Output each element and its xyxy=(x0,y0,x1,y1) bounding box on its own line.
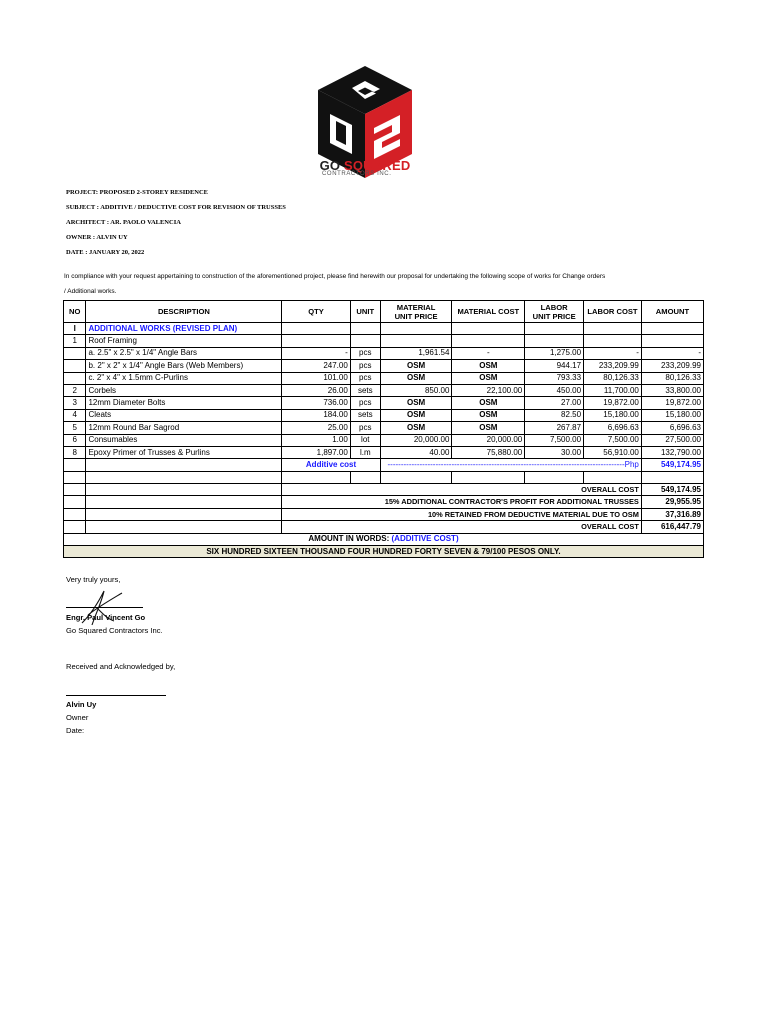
cell-no xyxy=(64,347,86,359)
table-header-row xyxy=(64,301,704,323)
cell-mc: OSM xyxy=(452,422,525,434)
cell-lup: 944.17 xyxy=(525,360,584,372)
cell-mc: 75,880.00 xyxy=(452,446,525,458)
cell-lc: 19,872.00 xyxy=(584,397,642,409)
table-row xyxy=(64,422,704,434)
cell-unit: pcs xyxy=(350,397,380,409)
summary-row: OVERALL COST 616,447.79 xyxy=(64,521,704,533)
amount-in-words: SIX HUNDRED SIXTEEN THOUSAND FOUR HUNDRED FORTY SEVEN & 79/100 PESOS ONLY. xyxy=(64,546,704,558)
cell-mc: OSM xyxy=(452,360,525,372)
quotation-table xyxy=(63,300,704,558)
cell-desc: Consumables xyxy=(86,434,282,446)
cell-desc: c. 2" x 4" x 1.5mm C-Purlins xyxy=(86,372,282,384)
cell-mc: 20,000.00 xyxy=(452,434,525,446)
cell-desc: Roof Framing xyxy=(86,335,282,347)
amount-in-words-label-row: AMOUNT IN WORDS: (ADDITIVE COST) xyxy=(64,533,704,545)
brand-block xyxy=(300,158,430,177)
cell-desc: 12mm Diameter Bolts xyxy=(86,397,282,409)
table-row xyxy=(64,397,704,409)
cell-lc: 15,180.00 xyxy=(584,409,642,421)
cell-mc: OSM xyxy=(452,397,525,409)
received-text: Received and Acknowledged by, xyxy=(66,662,176,671)
cell-lc: 80,126.33 xyxy=(584,372,642,384)
cell-amt: 27,500.00 xyxy=(641,434,703,446)
additive-amount: 549,174.95 xyxy=(641,459,703,471)
signature-line xyxy=(66,607,143,608)
cell-desc: a. 2.5" x 2.5" x 1/4" Angle Bars xyxy=(86,347,282,359)
cell-mc xyxy=(452,335,525,347)
cell-no: 3 xyxy=(64,397,86,409)
cell-desc: b. 2" x 2" x 1/4" Angle Bars (Web Members) xyxy=(86,360,282,372)
summary-row: OVERALL COST 549,174.95 xyxy=(64,484,704,496)
cell-mup: OSM xyxy=(380,360,452,372)
table-row xyxy=(64,434,704,446)
cell-lup: 27.00 xyxy=(525,397,584,409)
col-labor-cost: LABOR COST xyxy=(584,301,642,323)
section-row: I ADDITIONAL WORKS (REVISED PLAN) xyxy=(64,323,704,335)
cell-no: 5 xyxy=(64,422,86,434)
cell-lc: 56,910.00 xyxy=(584,446,642,458)
cell-mup: 20,000.00 xyxy=(380,434,452,446)
cell-mc: OSM xyxy=(452,409,525,421)
cell-mc: 22,100.00 xyxy=(452,384,525,396)
intro-line-1: In compliance with your request appertaining to construction of the aforementioned project, please find herewith our proposal for undertaking the following scope of works for Change orders xyxy=(64,273,606,280)
receiver-role: Owner xyxy=(66,713,89,722)
cell-qty xyxy=(282,335,350,347)
table-row xyxy=(64,409,704,421)
cell-qty: 736.00 xyxy=(282,397,350,409)
col-material-unit-price: MATERIAL UNIT PRICE xyxy=(380,301,452,323)
intro-line-2: / Additional works. xyxy=(64,288,117,295)
cell-no xyxy=(64,372,86,384)
cell-amt: 15,180.00 xyxy=(641,409,703,421)
cell-qty: 25.00 xyxy=(282,422,350,434)
cell-amt: 6,696.63 xyxy=(641,422,703,434)
cell-lup: 82.50 xyxy=(525,409,584,421)
cell-lc: 7,500.00 xyxy=(584,434,642,446)
cell-amt: 33,800.00 xyxy=(641,384,703,396)
cell-amt: 19,872.00 xyxy=(641,397,703,409)
cell-mup: 40.00 xyxy=(380,446,452,458)
cell-unit: pcs xyxy=(350,422,380,434)
cell-desc: 12mm Round Bar Sagrod xyxy=(86,422,282,434)
cell-mup: 850.00 xyxy=(380,384,452,396)
cell-desc: Cleats xyxy=(86,409,282,421)
cell-qty: - xyxy=(282,347,350,359)
table-row xyxy=(64,446,704,458)
closing-text: Very truly yours, xyxy=(66,575,121,584)
cell-no: 6 xyxy=(64,434,86,446)
cell-unit: pcs xyxy=(350,372,380,384)
cell-qty: 1.00 xyxy=(282,434,350,446)
cell-lup: 7,500.00 xyxy=(525,434,584,446)
cell-lc: 233,209.99 xyxy=(584,360,642,372)
signer-name: Engr. Paul Vincent Go xyxy=(66,613,146,622)
cell-unit: sets xyxy=(350,409,380,421)
cell-qty: 101.00 xyxy=(282,372,350,384)
cell-unit: sets xyxy=(350,384,380,396)
cell-unit: pcs xyxy=(350,360,380,372)
date-line: DATE : JANUARY 20, 2022 xyxy=(66,249,145,256)
table-row xyxy=(64,384,704,396)
col-description: DESCRIPTION xyxy=(86,301,282,323)
cell-unit: pcs xyxy=(350,347,380,359)
project-line: PROJECT: PROPOSED 2-STOREY RESIDENCE xyxy=(66,189,208,196)
col-labor-unit-price: LABOR UNIT PRICE xyxy=(525,301,584,323)
cell-qty: 247.00 xyxy=(282,360,350,372)
table-row xyxy=(64,347,704,359)
additive-label: Additive cost xyxy=(282,459,380,471)
subject-line: SUBJECT : ADDITIVE / DEDUCTIVE COST FOR REVISION OF TRUSSES xyxy=(66,204,286,211)
cell-mup: 1,961.54 xyxy=(380,347,452,359)
additive-row xyxy=(64,459,704,471)
cell-mup xyxy=(380,335,452,347)
receiver-name: Alvin Uy xyxy=(66,700,97,709)
cell-lup: 450.00 xyxy=(525,384,584,396)
cell-lup: 793.33 xyxy=(525,372,584,384)
summary-row: 10% RETAINED FROM DEDUCTIVE MATERIAL DUE TO OSM 37,316.89 xyxy=(64,508,704,520)
amount-in-words-row xyxy=(64,546,704,558)
cell-lc xyxy=(584,335,642,347)
architect-line: ARCHITECT : AR. PAOLO VALENCIA xyxy=(66,219,181,226)
cell-unit: l.m xyxy=(350,446,380,458)
cell-lup: 30.00 xyxy=(525,446,584,458)
cell-mup: OSM xyxy=(380,409,452,421)
receiver-date: Date: xyxy=(66,726,85,735)
brand-subtitle: CONTRACTORS INC. xyxy=(322,171,392,177)
cell-qty: 184.00 xyxy=(282,409,350,421)
col-unit: UNIT xyxy=(350,301,380,323)
cell-lc: 11,700.00 xyxy=(584,384,642,396)
cell-amt xyxy=(641,335,703,347)
cell-mc: - xyxy=(452,347,525,359)
cell-no: 2 xyxy=(64,384,86,396)
table-row xyxy=(64,335,704,347)
cell-amt: 233,209.99 xyxy=(641,360,703,372)
cell-unit xyxy=(350,335,380,347)
cell-no: 8 xyxy=(64,446,86,458)
cell-unit: lot xyxy=(350,434,380,446)
cell-lup xyxy=(525,335,584,347)
col-amount: AMOUNT xyxy=(641,301,703,323)
blank-row xyxy=(64,471,704,483)
cell-mc: OSM xyxy=(452,372,525,384)
cell-mup: OSM xyxy=(380,372,452,384)
cell-qty: 1,897.00 xyxy=(282,446,350,458)
table-row xyxy=(64,372,704,384)
additive-dashes: -----------------------------------------------------------------------------------------Php xyxy=(380,459,641,471)
cell-lc: - xyxy=(584,347,642,359)
receiver-signature-line xyxy=(66,695,166,696)
cell-lup: 267.87 xyxy=(525,422,584,434)
signer-company: Go Squared Contractors Inc. xyxy=(66,626,163,635)
cell-qty: 26.00 xyxy=(282,384,350,396)
col-no: NO xyxy=(64,301,86,323)
cell-desc: Epoxy Primer of Trusses & Purlins xyxy=(86,446,282,458)
cell-desc: Corbels xyxy=(86,384,282,396)
table-row xyxy=(64,360,704,372)
cell-lup: 1,275.00 xyxy=(525,347,584,359)
cell-lc: 6,696.63 xyxy=(584,422,642,434)
owner-line: OWNER : ALVIN UY xyxy=(66,234,128,241)
cell-mup: OSM xyxy=(380,397,452,409)
col-qty: QTY xyxy=(282,301,350,323)
cell-no: 4 xyxy=(64,409,86,421)
cell-mup: OSM xyxy=(380,422,452,434)
cell-amt: - xyxy=(641,347,703,359)
section-title: ADDITIONAL WORKS (REVISED PLAN) xyxy=(86,323,282,335)
cell-amt: 132,790.00 xyxy=(641,446,703,458)
brand-name: GO SQUARED xyxy=(319,158,411,173)
col-material-cost: MATERIAL COST xyxy=(452,301,525,323)
cell-no: 1 xyxy=(64,335,86,347)
summary-row: 15% ADDITIONAL CONTRACTOR'S PROFIT FOR ADDITIONAL TRUSSES 29,955.95 xyxy=(64,496,704,508)
cell-no xyxy=(64,360,86,372)
cell-amt: 80,126.33 xyxy=(641,372,703,384)
